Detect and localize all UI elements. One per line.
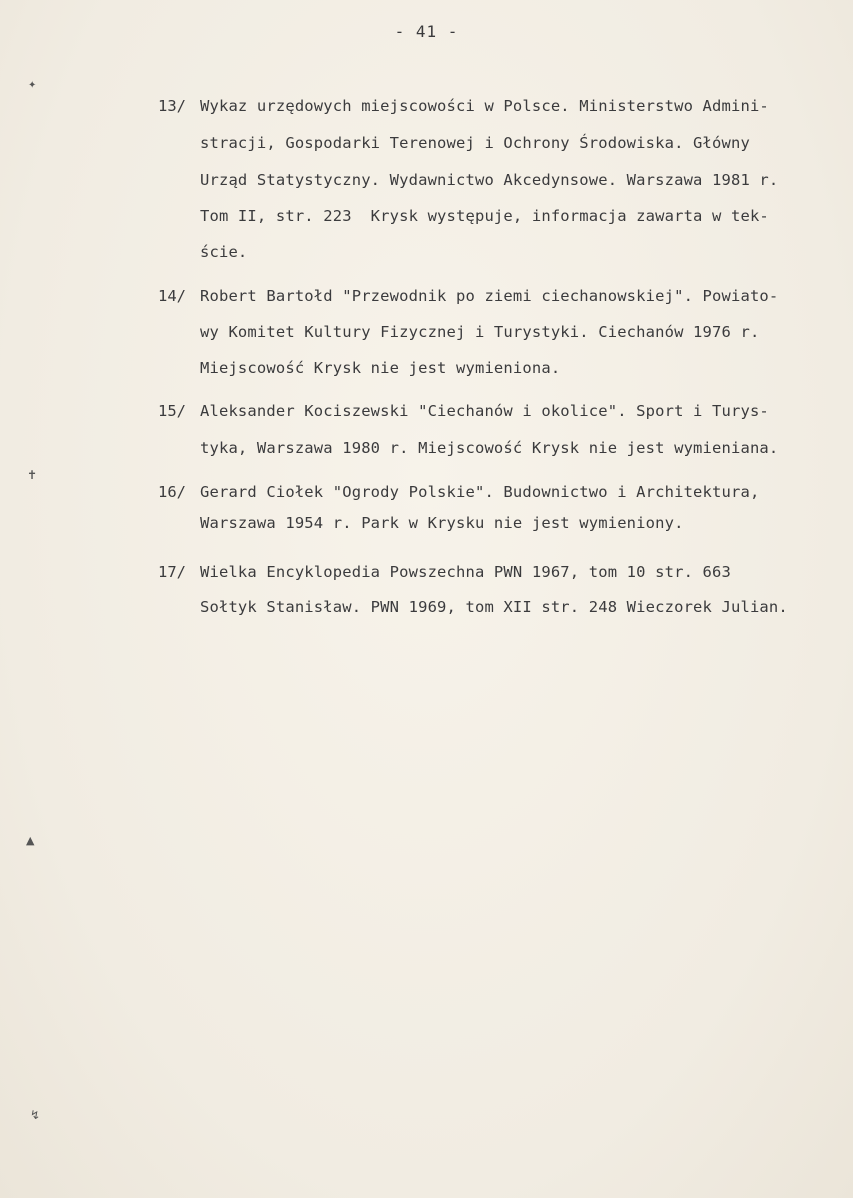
entry-number: 14/ [158,287,186,305]
entry-line: Tom II, str. 223 Krysk występuje, informacja zawarta w tek- [200,207,769,225]
entry-line: Warszawa 1954 r. Park w Krysku nie jest wymieniony. [200,514,684,532]
entry-line: wy Komitet Kultury Fizycznej i Turystyki. Ciechanów 1976 r. [200,323,760,341]
entry-line: ście. [200,243,248,261]
entry-number: 13/ [158,97,186,115]
entry-line: Wielka Encyklopedia Powszechna PWN 1967, tom 10 str. 663 [200,563,731,581]
entry-line: Robert Bartołd "Przewodnik po ziemi ciechanowskiej". Powiato- [200,287,779,305]
entry-line: Miejscowość Krysk nie jest wymieniona. [200,359,561,377]
entry-line: Wykaz urzędowych miejscowości w Polsce. Ministerstwo Admini- [200,97,769,115]
margin-mark-icon: ✝ [27,468,38,482]
entry-line: stracji, Gospodarki Terenowej i Ochrony Środowiska. Główny [200,134,750,152]
margin-mark-icon: ↯ [30,1108,41,1122]
entry-line: tyka, Warszawa 1980 r. Miejscowość Krysk nie jest wymieniana. [200,439,779,457]
entry-line: Sołtyk Stanisław. PWN 1969, tom XII str. 248 Wieczorek Julian. [200,598,788,616]
entry-number: 17/ [158,563,186,581]
entry-line: Urząd Statystyczny. Wydawnictwo Akcedynsowe. Warszawa 1981 r. [200,171,779,189]
entry-number: 15/ [158,402,186,420]
entry-line: Gerard Ciołek "Ogrody Polskie". Budownictwo i Architektura, [200,483,760,501]
entry-line: Aleksander Kociszewski "Ciechanów i okolice". Sport i Turys- [200,402,769,420]
margin-mark-icon: ✦ [28,80,37,91]
page-number: - 41 - [394,22,459,41]
entry-number: 16/ [158,483,186,501]
margin-mark-icon: ▲ [26,834,35,847]
